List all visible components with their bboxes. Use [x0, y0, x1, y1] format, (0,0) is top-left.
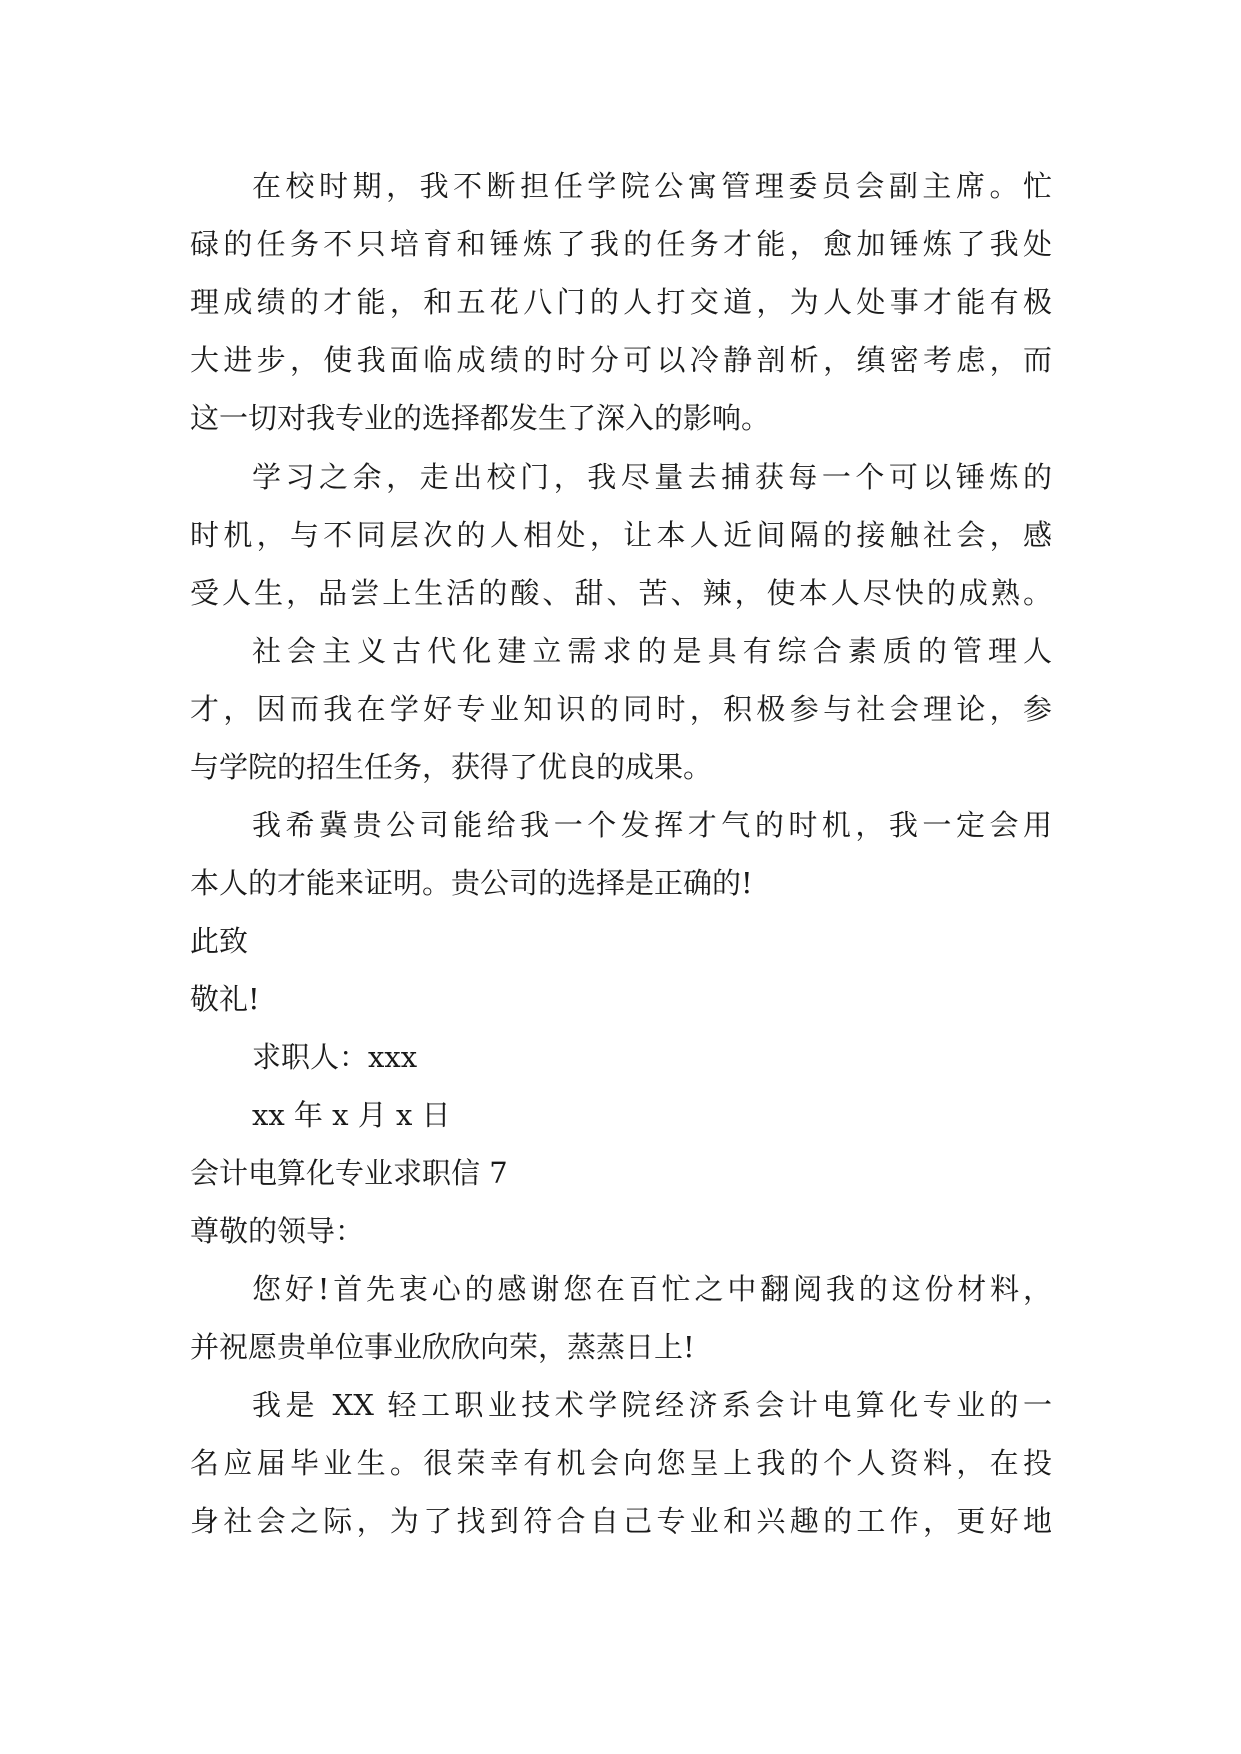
closing-regards: 敬礼!	[190, 982, 260, 1016]
paragraph-line: 大进步，使我面临成绩的时分可以冷静剖析，缜密考虑，而	[190, 343, 1052, 377]
letter-greeting: 尊敬的领导：	[190, 1214, 365, 1248]
paragraph-line: 才，因而我在学好专业知识的同时，积极参与社会理论，参	[190, 692, 1052, 726]
letter-heading: 会计电算化专业求职信 7	[190, 1156, 508, 1190]
applicant-signature: 求职人：xxx	[252, 1040, 418, 1074]
paragraph-line: 社会主义古代化建立需求的是具有综合素质的管理人	[252, 634, 1052, 668]
paragraph-line: 理成绩的才能，和五花八门的人打交道，为人处事才能有极	[190, 285, 1052, 319]
paragraph-line: 碌的任务不只培育和锤炼了我的任务才能，愈加锤炼了我处	[190, 227, 1052, 261]
paragraph-line: 时机，与不同层次的人相处，让本人近间隔的接触社会，感	[190, 518, 1052, 552]
paragraph-line: 与学院的招生任务，获得了优良的成果。	[190, 750, 713, 784]
paragraph-line: 名应届毕业生。很荣幸有机会向您呈上我的个人资料，在投	[190, 1446, 1052, 1480]
paragraph-line: 学习之余，走出校门，我尽量去捕获每一个可以锤炼的	[252, 460, 1052, 494]
paragraph-line: 我是 XX 轻工职业技术学院经济系会计电算化专业的一	[252, 1388, 1052, 1422]
closing-salutation: 此致	[190, 924, 249, 958]
paragraph-line: 我希冀贵公司能给我一个发挥才气的时机，我一定会用	[252, 808, 1052, 842]
paragraph-line: 在校时期，我不断担任学院公寓管理委员会副主席。忙	[252, 169, 1052, 203]
letter-date: xx 年 x 月 x 日	[252, 1098, 451, 1132]
paragraph-line: 这一切对我专业的选择都发生了深入的影响。	[190, 401, 771, 435]
paragraph-line: 身社会之际，为了找到符合自己专业和兴趣的工作，更好地	[190, 1504, 1052, 1538]
paragraph-line: 并祝愿贵单位事业欣欣向荣，蒸蒸日上!	[190, 1330, 695, 1364]
paragraph-line: 受人生，品尝上生活的酸、甜、苦、辣，使本人尽快的成熟。	[190, 576, 1052, 610]
paragraph-line: 本人的才能来证明。贵公司的选择是正确的!	[190, 866, 753, 900]
paragraph-line: 您好!首先衷心的感谢您在百忙之中翻阅我的这份材料，	[252, 1272, 1052, 1306]
